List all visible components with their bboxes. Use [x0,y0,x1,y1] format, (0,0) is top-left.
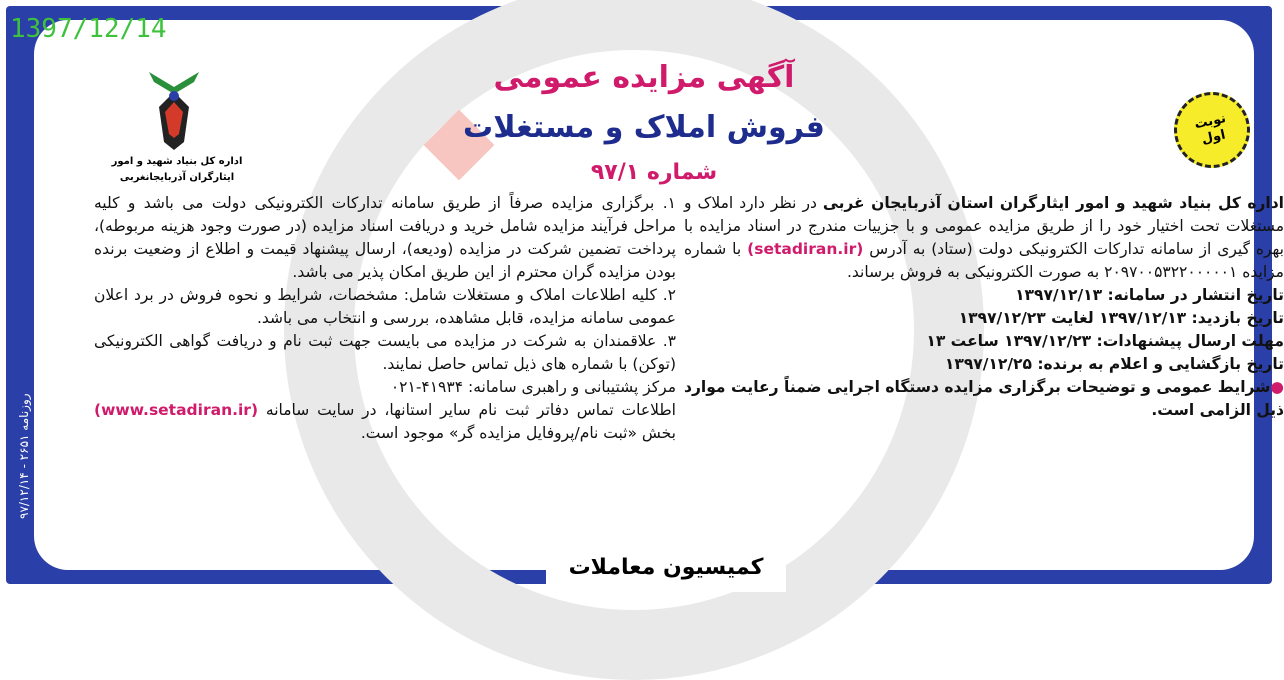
publish-date: تاریخ انتشار در سامانه: ۱۳۹۷/۱۲/۱۳ [1015,286,1284,304]
organization-name [102,154,252,186]
setadiran-link[interactable]: (setadiran.ir) [747,240,864,258]
visit-date: تاریخ بازدید: ۱۳۹۷/۱۲/۱۳ لغایت ۱۳۹۷/۱۲/۲۳ [958,309,1284,327]
info-paragraph [94,399,676,445]
org-line-1: اداره کل بنیاد شهید و امور [111,156,243,167]
footer-signature: کمیسیون معاملات [546,542,786,592]
ad-number: شماره ۹۷/۱ [590,160,718,185]
conditions [684,376,1284,422]
ad-subtitle: فروش املاک و مستغلات [463,110,825,145]
intro-paragraph [684,192,1284,284]
foundation-logo [139,62,209,152]
date-stamp: 1397/12/14 [10,14,167,44]
www-setadiran-link[interactable]: (www.setadiran.ir) [94,401,259,419]
item-3: ۳. علاقمندان به شرکت در مزایده می بایست جهت ثبت نام و دریافت گواهی الکترونیکی (توکن) با شماره های ذیل تماس حاصل نمایند. [94,332,676,373]
intro-text-2: با شماره مزایده ۲۰۹۷۰۰۵۳۲۲۰۰۰۰۰۱ به صورت الکترونیکی به فروش برساند. [684,240,1284,281]
info-text-2: بخش «ثبت نام/پروفایل مزایده گر» موجود است. [360,424,676,442]
ad-body [34,20,1284,570]
badge-line-2: اول [1200,127,1227,148]
opening-date: تاریخ بازگشایی و اعلام به برنده: ۱۳۹۷/۱۲/۲۵ [944,355,1284,373]
right-column [684,192,1284,422]
bullet-icon: ● [1270,378,1284,396]
badge-line-1: نوبت [1193,111,1228,133]
info-text: اطلاعات تماس دفاتر ثبت نام سایر استانها، در سایت سامانه [258,401,676,419]
support-center: مرکز پشتیبانی و راهبری سامانه: ۴۱۹۳۴-۰۲۱ [390,378,676,396]
conditions-text: شرایط عمومی و توضیحات برگزاری مزایده دستگاه اجرایی ضمناً رعایت موارد ذیل الزامی است. [684,378,1284,419]
item-2: ۲. کلیه اطلاعات املاک و مستغلات شامل: مشخصات، شرایط و نحوه فروش در برد اعلان عمومی سامانه مزایده، قابل مشاهده، بررسی و انتخاب می باشد. [94,286,676,327]
ad-title: آگهی مزایده عمومی [493,60,795,95]
intro-bold: اداره کل بنیاد شهید و امور ایثارگران استان آذربایجان غربی [822,194,1284,212]
round-badge [1167,85,1257,175]
intro-text: در نظر دارد املاک و مستغلات تحت اختیار خود را از طریق مزایده عمومی و با جزییات مندرج در اسناد مزایده با بهره گیری از سامانه تدارکات الکترونیکی دولت (ستاد) به آدرس [684,194,1284,258]
deadline: مهلت ارسال پیشنهادات: ۱۳۹۷/۱۲/۲۳ ساعت ۱۳ [926,332,1284,350]
left-column [94,192,676,445]
item-1: ۱. برگزاری مزایده صرفاً از طریق سامانه تدارکات الکترونیکی دولت می باشد و کلیه مراحل فرآیند مزایده شامل خرید و دریافت اسناد مزایده (در صورت وجود هزینه مربوطه)، پرداخت تضمین شرکت در مزایده (ودیعه)، ارسال پیشنهاد قیمت و اطلاع از وضعیت برنده بودن مزایده گران محترم از این طریق امکان پذیر می باشد. [94,194,676,281]
newspaper-strip: ۹۷/۱۲/۱۴ - ۲۶۵۱ روزنامه [17,393,31,519]
ad-frame [6,6,1284,584]
org-line-2: ایثارگران آذربایجانغربی [119,172,235,183]
